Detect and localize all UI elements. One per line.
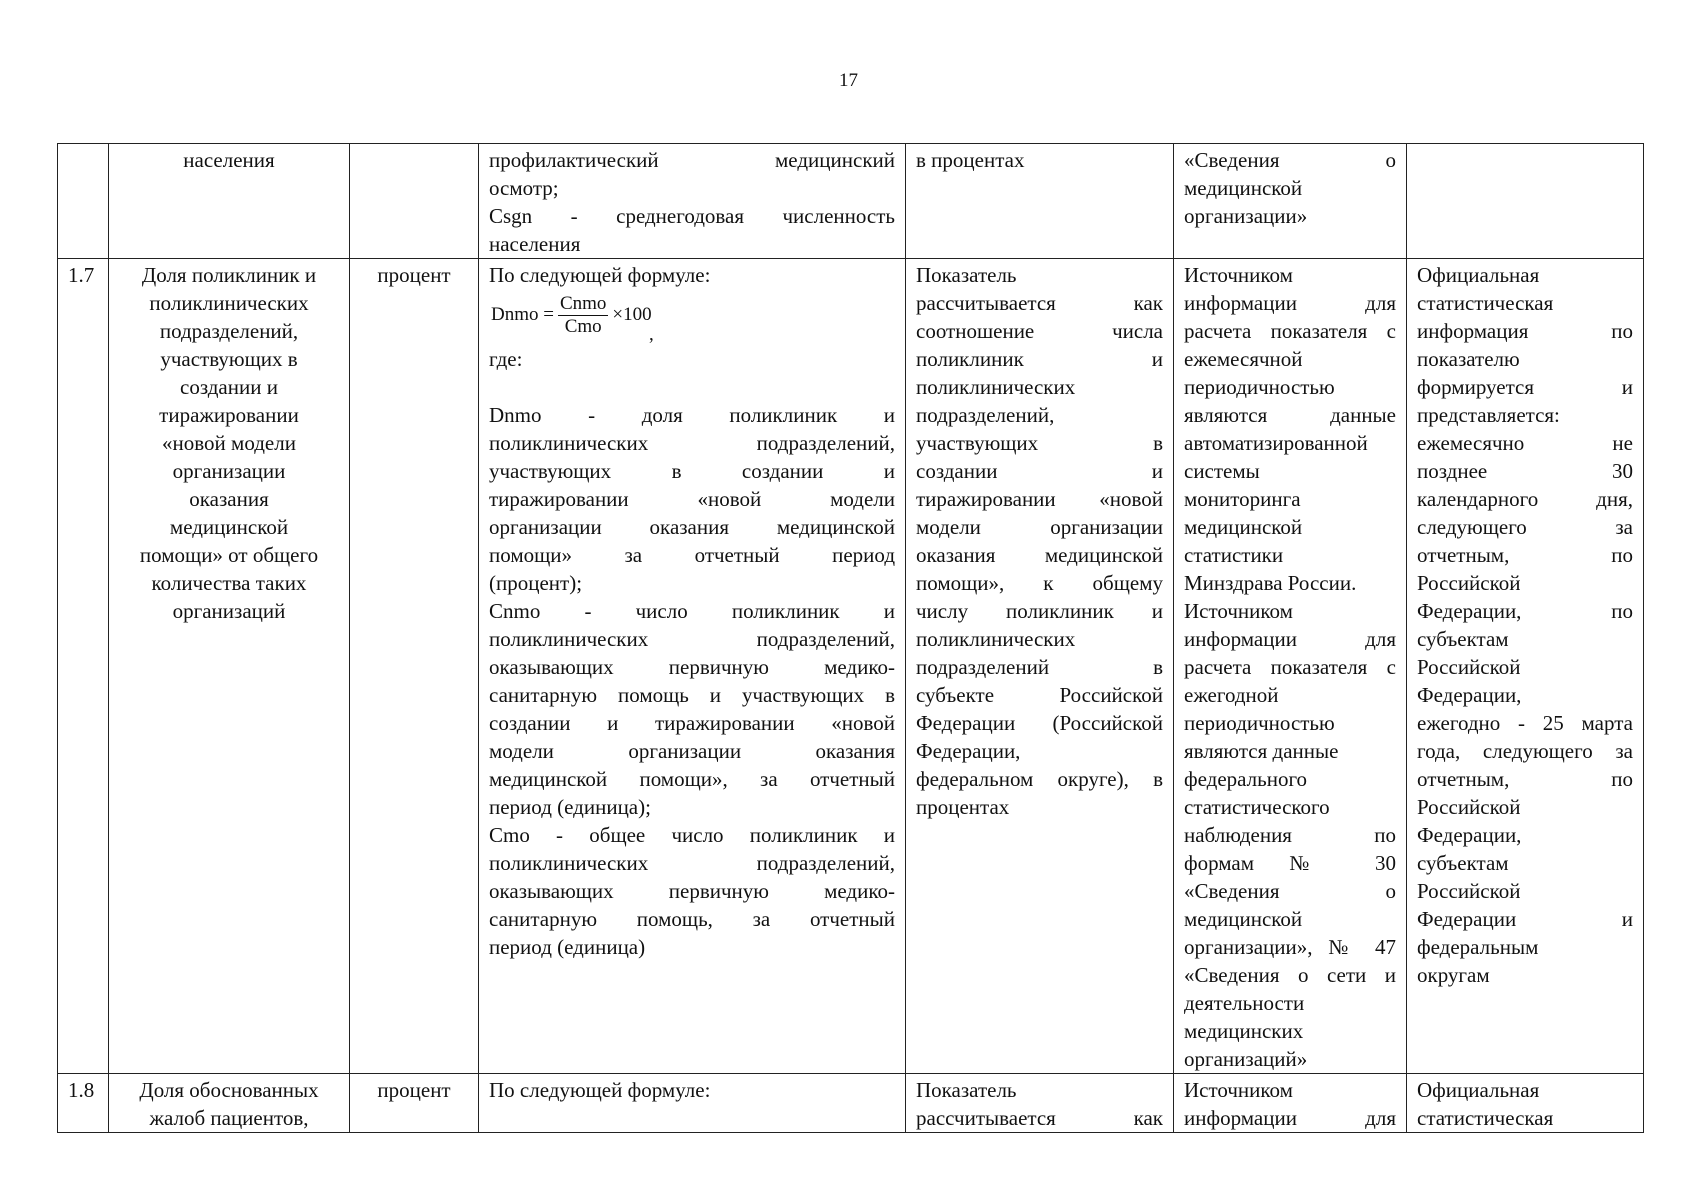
text-line: в процентах: [916, 148, 1025, 172]
text-line: Федерации,: [1417, 683, 1522, 707]
text-line: «новой модели: [162, 431, 296, 455]
text-line: Источником: [1184, 263, 1293, 287]
text-line: медицинской: [169, 515, 289, 539]
text-line: Показатель: [916, 1078, 1017, 1102]
text-line: период (единица): [489, 935, 646, 959]
formula-lhs: Dnmo =: [491, 304, 554, 325]
text-line: представляется:: [1417, 403, 1560, 427]
text-line: ежемесячной: [1184, 347, 1303, 371]
text-line: организаций: [172, 599, 286, 623]
text-line: информации для: [1184, 627, 1396, 651]
calculation-method: [479, 259, 906, 1074]
text-line: системы: [1184, 459, 1260, 483]
text-line: Cmo - общее число поликлиник и: [489, 823, 895, 847]
text-line: федерального: [1184, 767, 1308, 791]
text-line: ежемесячно не: [1417, 431, 1633, 455]
text-line: организации: [172, 459, 286, 483]
definition-dnmo: [489, 401, 895, 597]
indicator-description: [906, 259, 1174, 1074]
text-line: формам № 30: [1184, 851, 1396, 875]
formula-comma: ,: [649, 324, 654, 345]
text-line: помощи» за отчетный период: [489, 543, 895, 567]
indicator-description: [906, 1074, 1174, 1133]
text-line: субъектам: [1417, 627, 1509, 651]
text-line: Официальная: [1417, 263, 1540, 287]
text-line: Доля обоснованных: [139, 1078, 319, 1102]
text-line: поликлинических: [916, 375, 1076, 399]
text-line: медицинской: [1184, 176, 1303, 200]
text-line: мониторинга: [1184, 487, 1301, 511]
text-line: периодичностью: [1184, 711, 1335, 735]
text-line: календарного дня,: [1417, 487, 1633, 511]
text-line: Dnmo - доля поликлиник и: [489, 403, 895, 427]
text-line: Федерации,: [1417, 823, 1522, 847]
text-line: Российской: [1417, 879, 1521, 903]
reporting-periodicity: [1407, 259, 1644, 1074]
text-line: информация по: [1417, 319, 1633, 343]
text-line: населения: [183, 148, 275, 172]
text-line: По следующей формуле:: [489, 1078, 711, 1102]
text-line: ежегодно - 25 марта: [1417, 711, 1633, 735]
row-number: [58, 144, 109, 259]
text-line: субъектам: [1417, 851, 1509, 875]
text-line: позднее 30: [1417, 459, 1633, 483]
text-line: деятельности: [1184, 991, 1305, 1015]
text-line: количества таких: [151, 571, 307, 595]
text-line: подразделений в: [916, 655, 1163, 679]
text-line: Показатель: [916, 263, 1017, 287]
text-line: Csgn - среднегодовая численность: [489, 204, 895, 228]
calculation-method: [479, 1074, 906, 1133]
text-line: медицинской: [1184, 907, 1303, 931]
unit-of-measure: процент: [350, 1074, 479, 1133]
unit-of-measure: процент: [350, 259, 479, 1074]
text-line: Минздрава России.: [1184, 571, 1357, 595]
method-intro: По следующей формуле:: [489, 263, 711, 287]
text-line: тиражировании «новой модели: [489, 487, 895, 511]
calculation-method: [479, 144, 906, 259]
text-line: отчетным, по: [1417, 767, 1633, 791]
text-line: подразделений,: [916, 403, 1055, 427]
indicator-description: [906, 144, 1174, 259]
text-line: жалоб пациентов,: [149, 1106, 309, 1130]
text-line: ежегодной: [1184, 683, 1279, 707]
text-line: период (единица);: [489, 795, 651, 819]
page-number: 17: [839, 70, 858, 91]
text-line: Доля поликлиник и: [141, 263, 317, 287]
text-line: (процент);: [489, 571, 583, 595]
text-line: организаций»: [1184, 1047, 1308, 1071]
text-line: «Сведения о: [1184, 879, 1396, 903]
text-line: являются данные: [1184, 403, 1396, 427]
text-line: тиражировании «новой: [916, 487, 1163, 511]
text-line: оказывающих первичную медико-: [489, 655, 895, 679]
formula-rhs: ×100: [612, 304, 652, 325]
indicator-name: [109, 144, 350, 259]
definition-cnmo: [489, 597, 895, 821]
text-line: следующего за: [1417, 515, 1633, 539]
text-line: расчета показателя с: [1184, 655, 1396, 679]
text-line: статистическая: [1417, 291, 1554, 315]
text-line: Федерации и: [1417, 907, 1633, 931]
text-line: Российской: [1417, 795, 1521, 819]
text-line: организации»: [1184, 204, 1308, 228]
text-line: «Сведения о сети и: [1184, 963, 1396, 987]
text-line: округам: [1417, 963, 1490, 987]
definition-cmo: [489, 821, 895, 961]
text-line: рассчитывается как: [916, 1106, 1163, 1130]
text-line: медицинских: [1184, 1019, 1304, 1043]
text-line: санитарную помощь, за отчетный: [489, 907, 895, 931]
text-line: Cnmo - число поликлиник и: [489, 599, 895, 623]
text-line: расчета показателя с: [1184, 319, 1396, 343]
formula-denominator: Cmo: [564, 315, 602, 337]
text-line: года, следующего за: [1417, 739, 1633, 763]
text-line: санитарную помощь и участвующих в: [489, 683, 895, 707]
text-line: участвующих в: [916, 431, 1163, 455]
text-line: поликлинических: [916, 627, 1076, 651]
text-line: поликлинических: [149, 291, 309, 315]
text-line: организации оказания медицинской: [489, 515, 895, 539]
table-row: [58, 1074, 1644, 1133]
text-line: поликлинических подразделений,: [489, 851, 895, 875]
row-number: 1.8: [58, 1074, 109, 1133]
text-line: статистики: [1184, 543, 1284, 567]
indicator-name: [109, 259, 350, 1074]
text-line: оказания медицинской: [916, 543, 1163, 567]
formula-fraction: [558, 293, 608, 338]
method-where: где:: [489, 347, 523, 371]
text-line: «Сведения о: [1184, 148, 1396, 172]
text-line: отчетным, по: [1417, 543, 1633, 567]
text-line: оказывающих первичную медико-: [489, 879, 895, 903]
text-line: информации для: [1184, 1106, 1396, 1130]
text-line: формируется и: [1417, 375, 1633, 399]
indicator-name: [109, 1074, 350, 1133]
text-line: являются данные: [1184, 739, 1339, 763]
text-line: Российской: [1417, 655, 1521, 679]
text-line: автоматизированной: [1184, 431, 1368, 455]
text-line: поликлинических подразделений,: [489, 627, 895, 651]
text-line: тиражировании: [159, 403, 299, 427]
text-line: помощи» от общего: [139, 543, 319, 567]
data-source: [1174, 144, 1407, 259]
text-line: Источником: [1184, 1078, 1293, 1102]
text-line: информации для: [1184, 291, 1396, 315]
text-line: профилактический медицинский: [489, 148, 895, 172]
text-line: модели организации оказания: [489, 739, 895, 763]
text-line: подразделений,: [159, 319, 299, 343]
text-line: статистического: [1184, 795, 1330, 819]
text-line: Федерации, по: [1417, 599, 1633, 623]
data-source: [1174, 259, 1407, 1074]
text-line: федеральным: [1417, 935, 1539, 959]
text-line: оказания: [189, 487, 269, 511]
reporting-periodicity: [1407, 144, 1644, 259]
text-line: участвующих в: [160, 347, 298, 371]
reporting-periodicity: [1407, 1074, 1644, 1133]
table-row: [58, 144, 1644, 259]
text-line: Федерации,: [916, 739, 1021, 763]
data-source: [1174, 1074, 1407, 1133]
indicator-table: [57, 143, 1644, 1133]
text-line: соотношение числа: [916, 319, 1163, 343]
text-line: числу поликлиник и: [916, 599, 1163, 623]
text-line: Федерации (Российской: [916, 711, 1163, 735]
text-line: создании и тиражировании «новой: [489, 711, 895, 735]
text-line: рассчитывается как: [916, 291, 1163, 315]
text-line: статистическая: [1417, 1106, 1554, 1130]
text-line: помощи», к общему: [916, 571, 1163, 595]
text-line: медицинской: [1184, 515, 1303, 539]
text-line: наблюдения по: [1184, 823, 1396, 847]
text-line: осмотр;: [489, 176, 559, 200]
table-row: [58, 259, 1644, 1074]
text-line: процентах: [916, 795, 1010, 819]
text-line: Российской: [1417, 571, 1521, 595]
text-line: периодичностью: [1184, 375, 1335, 399]
text-line: показателю: [1417, 347, 1520, 371]
text-line: участвующих в создании и: [489, 459, 895, 483]
text-line: создании и: [916, 459, 1163, 483]
text-line: Официальная: [1417, 1078, 1540, 1102]
text-line: поликлинических подразделений,: [489, 431, 895, 455]
row-number: 1.7: [58, 259, 109, 1074]
text-line: населения: [489, 232, 581, 256]
text-line: субъекте Российской: [916, 683, 1163, 707]
text-line: организации», № 47: [1184, 935, 1396, 959]
text-line: модели организации: [916, 515, 1163, 539]
text-line: Источником: [1184, 599, 1293, 623]
text-line: федеральном округе), в: [916, 767, 1163, 791]
text-line: медицинской помощи», за отчетный: [489, 767, 895, 791]
formula-numerator: Cnmo: [559, 292, 607, 314]
text-line: создании и: [180, 375, 278, 399]
unit-of-measure: [350, 144, 479, 259]
text-line: поликлиник и: [916, 347, 1163, 371]
